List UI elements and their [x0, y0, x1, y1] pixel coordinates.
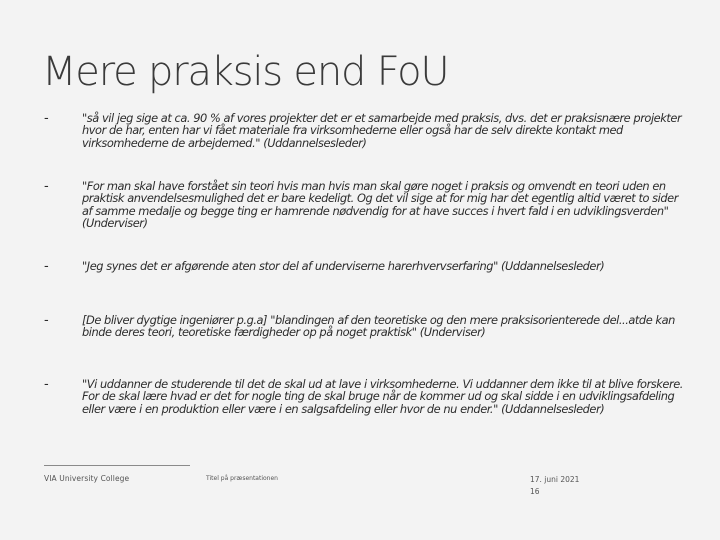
- footer-organization: VIA University College: [44, 474, 130, 483]
- bullet-text: "Jeg synes det er afgørende aten stor del af underviserne harerhvervserfaring" (Uddannelsesleder): [82, 259, 605, 273]
- bullet-marker: -: [44, 179, 49, 194]
- bullet-marker: -: [44, 377, 49, 392]
- bullet-text: "Vi uddanner de studerende til det de skal ud at lave i virksomhederne. Vi uddanner dem ikke til at blive forskere. For de skal lære hvad er det for nogle ting de skal bruge når de kommer ud og skal sidde i en udviklingsafdeling eller være i en produktion eller være i en salgsafdeling eller hvor de nu ender." (Uddannelsesleder): [82, 377, 683, 416]
- footer-presentation-title: Titel på præsentationen: [206, 475, 278, 482]
- bullet-marker: -: [44, 111, 49, 126]
- bullet-text: "så vil jeg sige at ca. 90 % af vores projekter det er et samarbejde med praksis, dvs. det er praksisnære projekter hvor de har, enten har vi fået materiale fra virksomhederne eller også har de selv direkte kontakt med virksomhederne de arbejdemed." (Uddannelsesleder): [82, 111, 682, 150]
- bullet-text: "For man skal have forstået sin teori hvis man hvis man skal gøre noget i praksis og omvendt en teori uden en praktisk anvendelsesmulighed det er bare kedeligt. Og det vil sige at for mig har det egentlig altid været to sider af samme medalje og begge ting er hamrende nødvendig for at have succes i hvert fald i en udviklingsverden" (Underviser): [82, 179, 678, 231]
- footer-divider: [44, 465, 190, 466]
- slide-title: Mere praksis end FoU: [42, 49, 449, 95]
- bullet-marker: -: [44, 313, 49, 328]
- bullet-text: [De bliver dygtige ingeniører p.g.a] "blandingen af den teoretiske og den mere praksisorienterede del...atde kan binde deres teori, teoretiske færdigheder op på noget praktisk" (Underviser): [82, 313, 675, 340]
- footer-date: 17. juni 2021: [530, 475, 580, 484]
- bullet-marker: -: [44, 259, 49, 274]
- footer-page-number: 16: [530, 487, 540, 496]
